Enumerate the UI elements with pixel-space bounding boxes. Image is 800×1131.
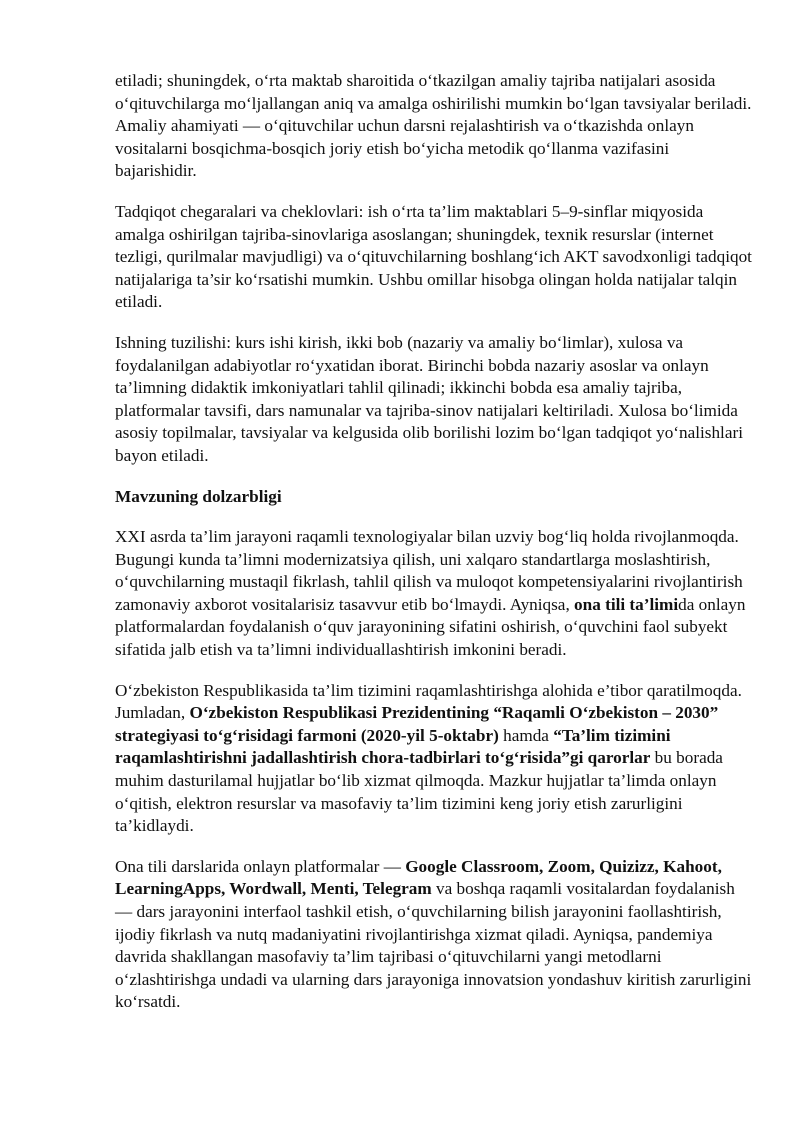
paragraph [115,332,755,468]
section-heading: Mavzuning dolzarbligi [115,486,282,506]
text-segment: O‘zbekiston Respublikasida ta’lim tizimini raqamlashtirishga alohida e’tibor qaratilmoqda. Jumladan, [115,680,742,723]
paragraph [115,526,755,662]
paragraph [115,201,755,314]
intro-paragraphs [115,70,755,468]
text-segment: hamda [498,725,554,745]
paragraph [115,70,755,183]
text-segment: XXI asrda ta’lim jarayoni raqamli texnologiyalar bilan uzviy bog‘liq holda rivojlanmoqda. Bugungi kunda ta’limni modernizatsiya qilish, uni xalqaro standartlarga moslashtirish, o‘quvchilarning mustaqil fikrlash, tahlil qilish va muloqot kompetensiyalarini rivojlantirish zamonaviy axborot vositalarisiz tasavvur etib bo‘lmaydi. Ayniqsa, [115,527,743,614]
bold-text-segment: O‘zbekiston Respublikasi Prezidentining “Raqamli O‘zbekiston – 2030” strategiyasi to‘g‘risidagi farmoni (2020-yil 5-oktabr) [115,703,719,745]
section-paragraphs [115,526,755,1014]
text-segment: bu borada muhim dasturilamal hujjatlar bo‘lib xizmat qilmoqda. Mazkur hujjatlar ta’limda onlayn o‘qitish, elektron resurslar va masofaviy ta’lim tizimini keng joriy etish zarurligini ta’kidlaydi. [115,748,723,836]
text-segment: da onlayn platformalardan foydalanish o‘quv jarayonining sifatini oshirish, o‘quvchini faol subyekt sifatida jalb etish va ta’limni individuallashtirish imkonini beradi. [115,594,746,660]
paragraph [115,680,755,838]
bold-text-segment: Google Classroom, Zoom, Quizizz, Kahoot, LearningApps, Wordwall, Menti, Telegram [115,856,722,899]
text-segment: Ishning tuzilishi: kurs ishi kirish, ikki bob (nazariy va amaliy bo‘limlar), xulosa va foydalanilgan adabiyotlar ro‘yxatidan iborat. Birinchi bobda nazariy asoslar va onlayn ta’limning didaktik imkoniyatlari tahlil qilinadi; ikkinchi bobda esa amaliy tajriba, platformalar tavsifi, dars namunalar va tajriba-sinov natijalari keltiriladi. Xulosa bo‘limida asosiy topilmalar, tavsiyalar va kelgusida olib borilishi lozim bo‘lgan tadqiqot yo‘nalishlari bayon etiladi. [115,332,743,465]
text-segment: Tadqiqot chegaralari va cheklovlari: ish o‘rta ta’lim maktablari 5–9-sinflar miqyosida amalga oshirilgan tajriba-sinovlariga asoslangan; shuningdek, texnik resurslar (internet tezligi, qurilmalar mavjudligi) va o‘qituvchilarning boshlang‘ich AKT savodxonligi tadqiqot natijalariga ta’sir ko‘rsatishi mumkin. Ushbu omillar hisobga olingan holda natijalar talqin etiladi. [115,201,752,312]
text-segment: etiladi; shuningdek, o‘rta maktab sharoitida o‘tkazilgan amaliy tajriba natijalari asosida o‘qituvchilarga mo‘ljallangan aniq va amalga oshirilishi mumkin bo‘lgan tavsiyalar beriladi. Amaliy ahamiyati — o‘qituvchilar uchun darsni rejalashtirish va o‘tkazishda onlayn vositalarni bosqichma-bosqich joriy etish bo‘yicha metodik qo‘llanma vazifasini bajarishidir. [115,71,752,181]
bold-text-segment: “Ta’lim tizimini raqamlashtirishni jadallashtirish chora-tadbirlari to‘g‘risida”gi qarorlar [115,725,671,768]
paragraph [115,856,755,1014]
bold-text-segment: ona tili ta’limi [574,594,679,614]
document-page [115,70,755,1032]
text-segment: Ona tili darslarida onlayn platformalar — [115,856,406,876]
text-segment: va boshqa raqamli vositalardan foydalanish — dars jarayonini interfaol tashkil etish, o‘quvchilarning bilish jarayonini faollashtirish, ijodiy fikrlash va nutq madaniyatini rivojlantirishga xizmat qiladi. Ayniqsa, pandemiya davrida shakllangan masofaviy ta’lim tajribasi o‘qituvchilarni yangi metodlarni o‘zlashtirishga undadi va ularning dars jarayoniga innovatsion yondashuv kiritish zarurligini ko‘rsatdi. [115,879,752,1012]
